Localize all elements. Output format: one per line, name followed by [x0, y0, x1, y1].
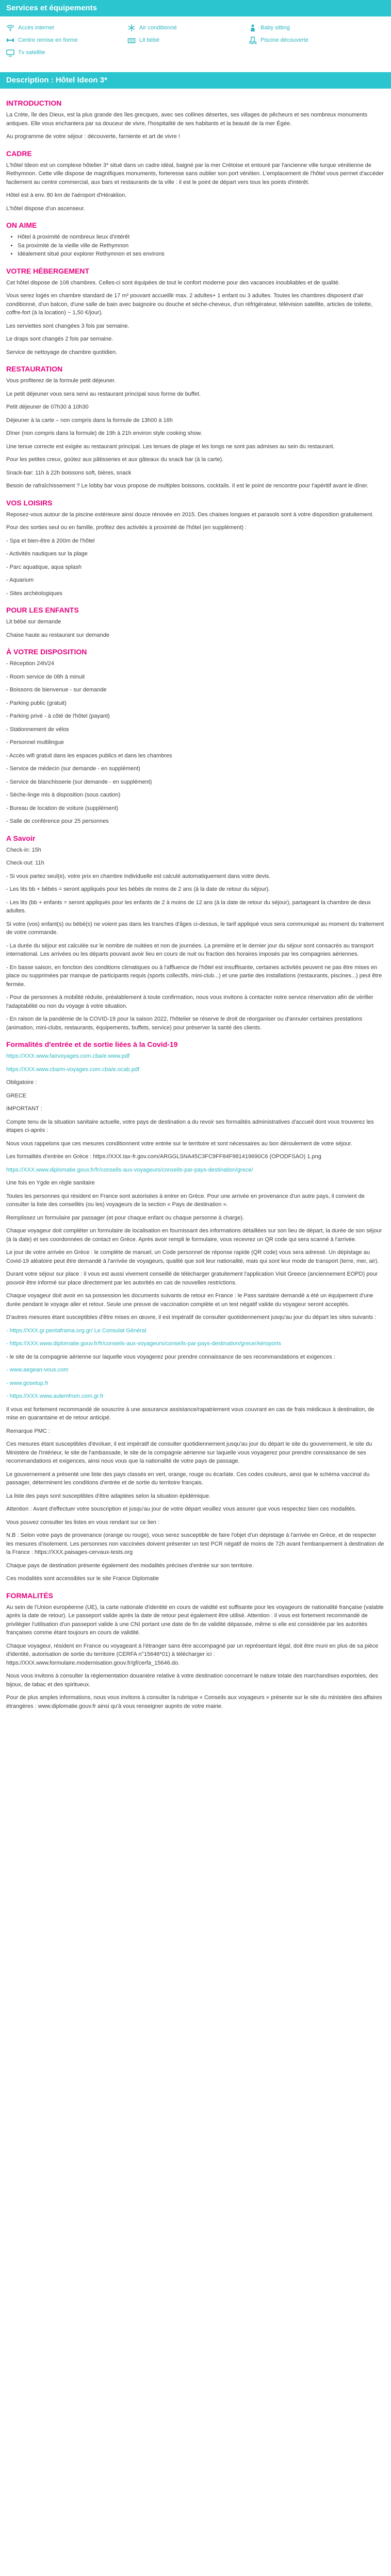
- highlights-list: [6, 233, 385, 259]
- paragraph: - Boissons de bienvenue - sur demande: [6, 687, 107, 693]
- equipment-label: Lit bébé: [139, 37, 160, 43]
- link-text[interactable]: - https://XXX.www.aulemfrom.com.gr.fr: [6, 1393, 104, 1399]
- crib-icon: [127, 36, 136, 44]
- section-title-restauration: RESTAURATION: [6, 365, 63, 373]
- paragraph: La liste des pays sont susceptibles d'être adaptées selon la situation épidémique.: [6, 1493, 210, 1499]
- paragraph: - Salle de conférence pour 25 personnes: [6, 818, 109, 824]
- paragraph: Vous pouvez consulter les listes en vous rendant sur ce lien :: [6, 1519, 160, 1526]
- equipment-item-pool: [249, 34, 370, 46]
- paragraph: Attention : Avant d'effectuer votre souscription et jusqu'au jour de votre départ veuillez vous assurer que vous respectez bien ces modalités.: [6, 1506, 356, 1512]
- paragraph: - Parking public (gratuit): [6, 700, 67, 706]
- paragraph: Nous vous rappelons que ces mesures conditionnent votre entrée sur le territoire et sont nécessaires au bon déroulement de votre séjour.: [6, 1140, 352, 1147]
- paragraph: - Personnel multilingue: [6, 739, 64, 745]
- paragraph: N.B : Selon votre pays de provenance (orange ou rouge), vous serez susceptible de faire l'objet d'un dépistage à l'arrivée en Grèce, et de respecter les mesures d'isolement. Les personnes non vaccinées doivent présenter un test PCR négatif de moins de 72h avant l'embarquement à destination de la France : https://XXX.paisages-cervaux-tests.org: [6, 1532, 384, 1555]
- paragraph: - Room service de 08h à minuit: [6, 673, 85, 680]
- paragraph: Au sein de l'Union européenne (UE), la carte nationale d'identité en cours de validité est suffisante pour les voyageurs de nationalité française (valable après la date de retour). Le passeport valide après la date de retour peut également être utilisé. Attention : il vous est fortement recommandé de privilégier l'utilisation d'un passeport valide à une CNI portant une date de fin de validité dépassée, même si elle est considérée par les autorités françaises comme étant toujours en cours de validité.: [6, 1604, 384, 1636]
- paragraph: Chaque pays de destination présente également des modalités précises d'entrée sur son territoire.: [6, 1562, 254, 1569]
- paragraph: Remarque PMC :: [6, 1428, 50, 1434]
- paragraph: Dîner (non compris dans la formule) de 19h à 21h environ style cooking show.: [6, 430, 202, 436]
- paragraph: - Parking privé - à côté de l'hôtel (payant): [6, 713, 110, 719]
- link-text[interactable]: - https://XXX.gr.pentaframa.org.gr/ Le Consulat Général: [6, 1327, 146, 1334]
- paragraph: Check-out: 11h: [6, 860, 44, 866]
- paragraph: - Spa et bien-être à 200m de l'hôtel: [6, 537, 95, 544]
- paragraph: Il vous est fortement recommandé de souscrire à une assurance assistance/rapatriement vous couvrant en cas de frais médicaux à destination, de mise en quarantaine et de retour anticipé.: [6, 1406, 374, 1421]
- paragraph: Le gouvernement a présenté une liste des pays classés en vert, orange, rouge ou écarlate. Ces codes couleurs, ainsi que le schéma vaccinal du passager, déterminent les conditions d'entrée et de sortie du territoire français.: [6, 1471, 370, 1486]
- paragraph: Hôtel est à env. 80 km de l'aéroport d'Héraklion.: [6, 192, 127, 198]
- paragraph: L'hôtel Ideon est un complexe hôtelier 3* situé dans un cadre idéal, baigné par la mer Crétoise et entouré par l'ancienne ville turque vénitienne de Rethymnon. Cette ville dispose de magnifiques monuments, forteresse sans oublier son port vénitien. L'emplacement de l'hôtel vous permet d'accéder facilement au centre commercial, aux bars et restaurants de la ville : il est le point de départ vers tous les points d'intérêt.: [6, 162, 384, 185]
- description-header: Description : Hôtel Ideon 3*: [0, 72, 391, 89]
- paragraph: Chaise haute au restaurant sur demande: [6, 632, 109, 638]
- paragraph: - Sites archéologiques: [6, 590, 62, 597]
- paragraph: Pour des sorties seul ou en famille, profitez des activités à proximité de l'hôtel (en supplément) :: [6, 524, 247, 531]
- paragraph: Cet hôtel dispose de 108 chambres. Celles-ci sont équipées de tout le confort moderne pour des vacances inoubliables et de qualité.: [6, 279, 340, 286]
- paragraph: Les formalités d'entrée en Grèce : https://XXX.tax-fr.gov.com/ARGGLSNA45C3FC9FF84F981419690C6 (OPODFSAO) 1.png: [6, 1154, 321, 1160]
- services-header: Services et équipements: [0, 0, 391, 16]
- paragraph: - Pour de personnes à mobilité réduite, préalablement à toute confirmation, nous vous invitons à contacter notre service réservation afin de vérifier l'adaptabilité ou non du voyage à votre situation.: [6, 994, 373, 1009]
- paragraph: Le draps sont changés 2 fois par semaine.: [6, 336, 113, 342]
- link-text[interactable]: https://XXX.www.cba/m-voyages.com.cba/e.ocab.pdf: [6, 1066, 140, 1073]
- equipment-item-internet: [6, 22, 127, 34]
- paragraph: IMPORTANT :: [6, 1106, 42, 1112]
- list-item: • Hôtel à proximité de nombreux lieux d'intérêt: [18, 233, 385, 242]
- equipment-label: Baby sitting: [260, 24, 290, 31]
- section-title-enfants: POUR LES ENFANTS: [6, 606, 79, 614]
- equipment-label: Piscine découverte: [260, 37, 308, 43]
- paragraph: Déjeuner à la carte – non compris dans la formule de 13h00 à 16h: [6, 417, 173, 423]
- paragraph: Ces mesures étant susceptibles d'évoluer, il est impératif de consulter quotidiennement jusqu'au jour du départ le site du gouvernement, le site du Ministère de l'Intérieur, le site de l'ambassade, le site de la compagnie aérienne sur laquelle vous voyagerez pour prendre connaissance de ses recommandations et exigences, ainsi nous vous que la nationalité de votre pays de passage.: [6, 1441, 372, 1464]
- paragraph: Besoin de rafraîchissement ? Le lobby bar vous propose de multiples boissons, cocktails. Il est le point de rencontre pour l'apéritif avant le dîner.: [6, 483, 369, 489]
- section-title-a-savoir: A Savoir: [6, 834, 36, 842]
- paragraph: Au programme de votre séjour : découverte, farniente et art de vivre !: [6, 133, 180, 140]
- paragraph: Petit déjeuner de 07h30 à 10h30: [6, 404, 89, 410]
- section-title-on-aime: ON AIME: [6, 221, 37, 229]
- equipment-label: Accès internet: [18, 24, 54, 31]
- equipment-item-babysitting: [249, 22, 370, 34]
- description-body: [0, 89, 391, 1710]
- link-text[interactable]: - https://XXX.www.diplomatie.gouv.fr/fr/conseils-aux-voyageurs/conseils-par-pays-destination/grece/Aéroports: [6, 1341, 281, 1347]
- paragraph: Les serviettes sont changées 3 fois par semaine.: [6, 323, 129, 329]
- paragraph: - La durée du séjour est calculée sur le nombre de nuitées et non de journées. La première et le dernier jour du séjour sont consacrés au transport international. Les arrivées ou les départs pouvant avoir lieu en cours de nuit ou fraction des horaires imposés par les compagnies aériennes.: [6, 942, 374, 957]
- paragraph: Vous profiterez de la formule petit déjeuner.: [6, 378, 116, 384]
- paragraph: - En raison de la pandémie de la COVID-19 pour la saison 2022, l'hôtelier se réserve le droit de réorganiser ou d'annuler certaines prestations (animation, mini-clubs, restaurants, équipements, buffets, service) pour préserver la santé des clients.: [6, 1016, 363, 1031]
- paragraph: GRECE: [6, 1092, 27, 1099]
- paragraph: - En basse saison, en fonction des conditions climatiques ou à l'affluence de l'hôtel est insuffisante, certaines activités peuvent ne pas être mises en place ou supprimées par manque de participants requis (sports collectifs, mini-club...) et une partie des installations (restaurants, piscines...) peut être fermée.: [6, 964, 382, 988]
- paragraph: - le site de la compagnie aérienne sur laquelle vous voyagerez pour prendre connaissance de ses recommandations et exigences :: [6, 1353, 335, 1360]
- paragraph: D'autres mesures étant susceptibles d'être mises en œuvre, il est impératif de consulter quotidiennement jusqu'au jour du départ les sites suivants :: [6, 1314, 377, 1320]
- paragraph: Une fois en Ygde en règle sanitaire: [6, 1180, 95, 1186]
- equipment-label: Tv satellite: [18, 49, 45, 56]
- section-title-introduction: INTRODUCTION: [6, 99, 62, 107]
- paragraph: Si votre (vos) enfant(s) ou bébé(s) ne voient pas dans les tranches d'âges ci-dessus, le tarif appliqué vous sera communiqué au moment du traitement de votre commande.: [6, 921, 384, 936]
- equipment-label: Centre remise en forme: [18, 37, 78, 43]
- link-text[interactable]: https://XXX.www.diplomatie.gouv.fr/fr/conseils-aux-voyageurs/conseils-par-pays-destination/grece/: [6, 1166, 253, 1173]
- equipment-label: Air conditionné: [139, 24, 177, 31]
- paragraph: Pour de plus amples informations, nous vous invitons à consulter la rubrique « Conseils aux voyageurs » présente sur le site du ministère des affaires étrangères : www.diplomatie.gouv.fr ainsi qu'à vous renseigner auprès de votre mairie.: [6, 1694, 382, 1709]
- equipment-item-fitness: [6, 34, 127, 46]
- paragraph: L'hôtel dispose d'un ascenseur.: [6, 205, 85, 212]
- paragraph: - Stationnement de vélos: [6, 726, 69, 733]
- paragraph: - Accès wifi gratuit dans les espaces publics et dans les chambres: [6, 752, 172, 759]
- section-title-formalites: FORMALITÉS: [6, 1591, 53, 1600]
- list-item: • Idéalement situé pour explorer Rethymnon et ses environs: [18, 250, 385, 259]
- paragraph: - Service de médecin (sur demande - en supplément): [6, 766, 140, 772]
- paragraph: Check-in: 15h: [6, 846, 41, 853]
- link-text[interactable]: - www.gosetup.fr: [6, 1380, 48, 1386]
- paragraph: Le jour de votre arrivée en Grèce : le complète de manuel, un Code personnel de réponse rapide (QR code) vous sera adressé. Un dépistage au Covid-19 aléatoire peut être demandé à l'arrivée de voyageurs, qualité que soit leur nationalité, mais qui sont leur mode de transport (terre, mer, air).: [6, 1249, 379, 1264]
- paragraph: - Aquarium: [6, 577, 34, 583]
- section-title-hebergement: VOTRE HÉBERGEMENT: [6, 266, 90, 275]
- paragraph: Service de nettoyage de chambre quotidien.: [6, 349, 118, 355]
- paragraph: Nous vous invitons à consulter la réglementation douanière relative à votre destination concernant le nature totale des marchandises exportées, des bijoux, de tabac et des spiritueux.: [6, 1673, 378, 1688]
- paragraph: Remplissez un formulaire par passager (et pour chaque enfant ou chaque personne à charge).: [6, 1214, 245, 1221]
- paragraph: Chaque voyageur doit compléter un formulaire de localisation en fournissant des informations détaillées sur son lieu de départ, la durée de son séjour (à la date) et ses coordonnées de contact en Grèce. Après avoir rempli le formulaire, vous recevrez un QR code qui sera scanné à l'arrivée.: [6, 1228, 382, 1243]
- tv-icon: [6, 48, 14, 57]
- paragraph: - Bureau de location de voiture (supplément): [6, 805, 119, 811]
- list-item: • Sa proximité de la vieille ville de Rethymnon: [18, 242, 385, 250]
- link-text[interactable]: - www.aegean-vous.com: [6, 1367, 69, 1373]
- section-title-covid: Formalités d'entrée et de sortie liées à la Covid-19: [6, 1040, 178, 1048]
- paragraph: - Parc aquatique, aqua splash: [6, 564, 82, 570]
- wifi-icon: [6, 24, 14, 32]
- paragraph: Lit bébé sur demande: [6, 619, 61, 625]
- paragraph: Vous serez logés en chambre standard de 17 m² pouvant accueillir max. 2 adultes+ 1 enfant ou 3 adultes. Toutes les chambres disposent d'air conditionné, d'un balcon, d'une salle de bain avec baignoire ou douche et sèche-cheveux, d'un réfrigérateur, télévision satellite, articles de toilette, coffre-fort (à la location) ~ 1,50 €/jour).: [6, 293, 373, 316]
- paragraph: Pour les petites creux, goûtez aux pâtisseries et aux gâteaux du snack bar (à la carte).: [6, 456, 224, 463]
- paragraph: - Les lits (bb + enfants = seront appliqués pour les enfants de 2 à moins de 12 ans (à la date de retour du séjour), partageant la chambre de deux adultes.: [6, 899, 371, 914]
- paragraph: Chaque voyageur, résident en France ou voyageant à l'étranger sans être accompagné par un représentant légal, doit être muni en plus de sa pièce d'identité, autorisation de sortie du territoire (CERFA n°15646*01) à télécharger ici : https://XXX.www.formulaire.modernisation.gouv.fr/gf/cerfa_15646.do.: [6, 1642, 379, 1666]
- equipment-list: [0, 16, 391, 62]
- equipment-item-tv: [6, 46, 127, 59]
- paragraph: Obligatoire :: [6, 1079, 37, 1086]
- paragraph: - Réception 24h/24: [6, 660, 54, 667]
- paragraph: Toutes les personnes qui résident en France sont autorisées à entrer en Grèce. Pour une arrivée en provenance d'un autre pays, il convient de consulter la liste des conseillés (ou les) voyageurs de la section « Pays de destination ».: [6, 1193, 365, 1208]
- snowflake-icon: [127, 24, 136, 32]
- section-title-loisirs: VOS LOISIRS: [6, 498, 53, 507]
- paragraph: Snack-bar: 11h à 22h boissons soft, bières, snack: [6, 469, 132, 476]
- paragraph: - Les lits bb + bébés = seront appliqués pour les bébés de moins de 2 ans (à la date de retour du séjour).: [6, 886, 270, 892]
- paragraph: - Service de blanchisserie (sur demande - en supplément): [6, 778, 152, 785]
- equipment-item-aircon: [127, 22, 249, 34]
- baby-icon: [249, 24, 257, 32]
- paragraph: - Si vous partez seul(e), votre prix en chambre individuelle est calculé automatiquement dans votre devis.: [6, 873, 271, 879]
- paragraph: Une tenue correcte est exigée au restaurant principal. Les tenues de plage et les tongs ne sont pas admises au sein du restaurant.: [6, 443, 335, 450]
- paragraph: Durant votre séjour sur place : il vous est aussi vivement conseillé de télécharger gratuitement l'application Visit Greece (anciennement EOPD) pour pouvoir être informé sur place directement par les autorités en cas de nouvelles restrictions.: [6, 1271, 378, 1286]
- pool-icon: [249, 36, 257, 44]
- section-title-disposition: À VOTRE DISPOSITION: [6, 648, 87, 656]
- paragraph: - Activités nautiques sur la plage: [6, 551, 88, 557]
- dumbbell-icon: [6, 36, 14, 44]
- paragraph: Compte tenu de la situation sanitaire actuelle, votre pays de destination a du revoir ses formalités administratives d'accueil dont vous trouverez les étapes ci-après :: [6, 1118, 374, 1133]
- paragraph: - Sèche-linge mis à disposition (sous caution): [6, 792, 121, 798]
- paragraph: Reposez-vous autour de la piscine extérieure ainsi douce rénovée en 2015. Des chaises longues et parasols sont à votre disposition gratuitement.: [6, 511, 374, 518]
- paragraph: La Crète, île des Dieux, est la plus grande des îles grecques, avec ses collines désertes, ses villages de pêcheurs et ses nombreux monuments antiques. Elle vous enchantera par sa douceur de vivre, l'hospitalité de ses habitants et la beauté de la mer Égée.: [6, 112, 368, 127]
- paragraph: Ces modalités sont accessibles sur le site France Diplomatie: [6, 1575, 159, 1582]
- equipment-item-crib: [127, 34, 249, 46]
- section-title-cadre: CADRE: [6, 149, 32, 158]
- link-text[interactable]: https://XXX.www.fairvoyages.com.cba/e.www.pdf: [6, 1053, 130, 1059]
- paragraph: Chaque voyageur doit avoir en sa possession les documents suivants de retour en France : le Pass sanitaire demandé a été un équipement d'une durée pendant le voyage aller et retour. Seule une preuve de vaccination complète et un test négatif valide du voyageur seront acceptés.: [6, 1293, 373, 1308]
- paragraph: Le petit déjeuner vous sera servi au restaurant principal sous forme de buffet.: [6, 391, 201, 397]
